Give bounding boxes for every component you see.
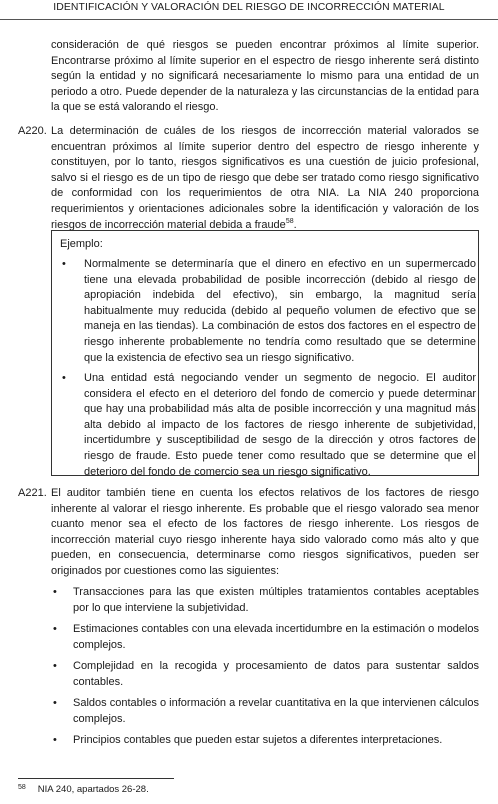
bullet-icon: • xyxy=(53,586,57,598)
intro-paragraph: consideración de qué riesgos se pueden encontrar próximos al límite superior. Encontrarse próximo al límite superior en el espectro de riesgo inherente será distinto según la entidad y no significará necesariamente lo mismo para una entidad de un periodo a otro. Puede depender de la naturaleza y las circunstancias de la entidad para la que se está valorando el riesgo. xyxy=(51,39,479,114)
bullet-icon: • xyxy=(62,258,66,270)
a221-bullet-4: Saldos contables o información a revelar cuantitativa en la que intervienen cálculos complejos. xyxy=(73,697,479,725)
bullet-icon: • xyxy=(53,734,57,746)
footnote-text: NIA 240, apartados 26-28. xyxy=(37,784,149,795)
paragraph-a221: El auditor también tiene en cuenta los efectos relativos de los factores de riesgo inherente al valorar el riesgo inherente. Es probable que el riesgo valorado sea menor cuanto menor sea el efecto de los factores de riesgo inherente. Los riesgos de incorrección material cuyo riesgo inherente haya sido valorado como más alto y que pueden, en consecuencia, determinarse como riesgos significativos, pueden ser originados por cuestiones como las siguientes: xyxy=(51,487,479,577)
a221-bullet-1: Transacciones para las que existen múltiples tratamientos contables aceptables por lo que interviene la subjetividad. xyxy=(73,586,479,614)
example-label: Ejemplo: xyxy=(60,238,103,250)
bullet-icon: • xyxy=(53,623,57,635)
bullet-icon: • xyxy=(53,660,57,672)
paragraph-a220 xyxy=(51,124,479,233)
paragraph-a220-end: . xyxy=(293,218,297,231)
footnote-rule xyxy=(18,778,174,779)
example-bullet-1: Normalmente se determinaría que el dinero en efectivo en un supermercado tiene una elevada probabilidad de posible incorrección (debido al riesgo de apropiación indebida del efectivo), sin embargo, la magnitud sería habitualmente muy reducida (debido al pequeño volumen de efectivo que se maneja en las tiendas). La combinación de estos dos factores en el espectro de riesgo inherente probablemente no tendría como resultado que se determine que la existencia de efectivo sea un riesgo significativo. xyxy=(84,258,476,364)
a221-bullet-2: Estimaciones contables con una elevada incertidumbre en la estimación o modelos complejos. xyxy=(73,623,479,651)
a221-bullet-5: Principios contables que pueden estar sujetos a diferentes interpretaciones. xyxy=(73,734,443,746)
paragraph-number-a220: A220. xyxy=(18,125,47,137)
running-header: IDENTIFICACIÓN Y VALORACIÓN DEL RIESGO DE INCORRECCIÓN MATERIAL xyxy=(53,2,445,13)
paragraph-a220-text: La determinación de cuáles de los riesgos de incorrección material valorados se encuentran próximos al límite superior dentro del espectro de riesgo inherente y constituyen, por lo tanto, riesgos significativos es una cuestión de juicio profesional, salvo si el riesgo es de un tipo de riesgo que debe ser tratado como riesgo significativo de conformidad con los requerimientos de otra NIA. La NIA 240 proporciona requerimientos y orientaciones adicionales sobre la identificación y valoración de los riesgos de incorrección material debida a fraude xyxy=(51,125,479,231)
footnote-ref-58[interactable]: 58 xyxy=(285,217,294,225)
header-rule xyxy=(0,19,498,20)
footnote-number: 58 xyxy=(18,784,26,791)
a221-bullet-3: Complejidad en la recogida y procesamiento de datos para sustentar saldos contables. xyxy=(73,660,479,688)
example-bullet-2: Una entidad está negociando vender un segmento de negocio. El auditor considera el efecto en el deterioro del fondo de comercio y puede determinar que hay una probabilidad más alta de posible incorrección y una magnitud más alta debido al impacto de los factores de riesgo inherente de subjetividad, incertidumbre y susceptibilidad de sesgo de la dirección y otros factores de riesgo de fraude. Esto puede tener como resultado que se determine que el deterioro del fondo de comercio sea un riesgo significativo. xyxy=(84,372,476,478)
paragraph-number-a221: A221. xyxy=(18,487,47,499)
footnote-58 xyxy=(18,784,149,796)
bullet-icon: • xyxy=(62,372,66,384)
bullet-icon: • xyxy=(53,697,57,709)
